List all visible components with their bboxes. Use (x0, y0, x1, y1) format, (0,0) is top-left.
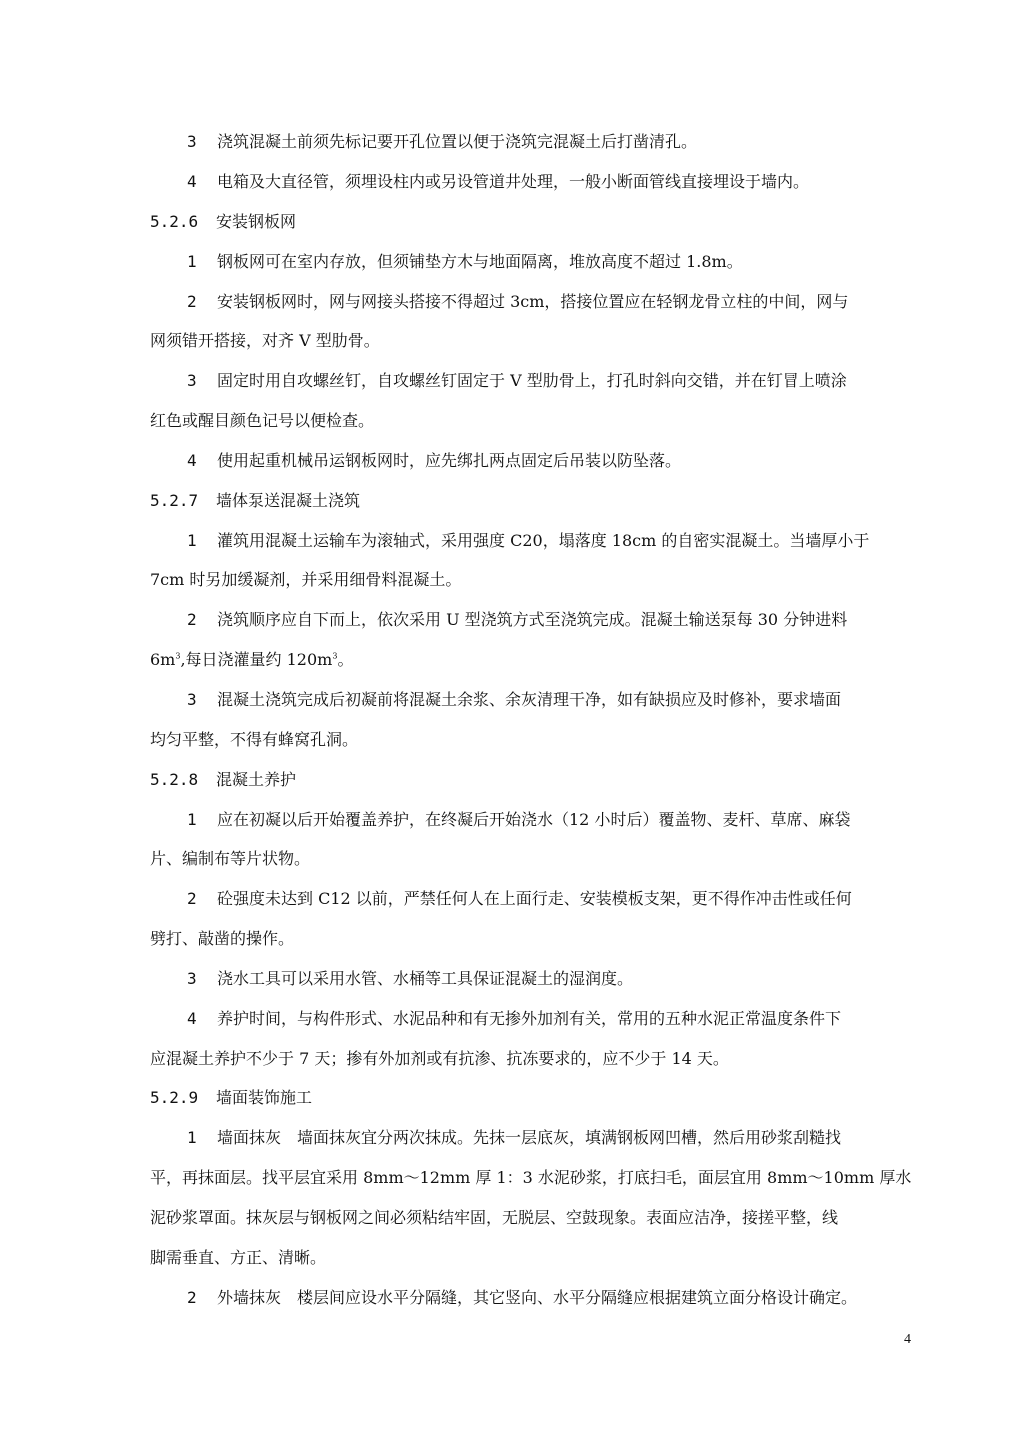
list-item (187, 809, 920, 831)
item-number: 3 (187, 690, 197, 709)
list-item (187, 370, 920, 392)
item-number: 4 (187, 1009, 197, 1028)
item-number: 4 (187, 172, 197, 191)
item-text: 砼强度未达到 C12 以前，严禁任何人在上面行走、安装模板支架，更不得作冲击性或任何 (217, 889, 852, 908)
item-number: 1 (187, 252, 197, 271)
item-number: 3 (187, 969, 197, 988)
superscript: 3 (332, 651, 338, 661)
item-number: 1 (187, 1128, 197, 1147)
item-number: 3 (187, 132, 197, 151)
item-text: 浇水工具可以采用水管、水桶等工具保证混凝土的湿润度。 (217, 969, 634, 988)
section-number: 5.2.8 (150, 770, 199, 789)
item-text: 使用起重机械吊运钢板网时，应先绑扎两点固定后吊装以防坠落。 (217, 451, 682, 470)
item-text: 墙面抹灰 墙面抹灰宜分两次抹成。先抹一层底灰，填满钢板网凹槽，然后用砂浆刮糙找 (217, 1128, 842, 1147)
item-continuation: 片、编制布等片状物。 (150, 849, 311, 868)
superscript: 3 (175, 651, 181, 661)
list-item (187, 171, 920, 193)
section-title: 墙面装饰施工 (216, 1088, 313, 1107)
item-continuation: 劈打、敲凿的操作。 (150, 929, 295, 948)
item-text: 钢板网可在室内存放，但须铺垫方木与地面隔离，堆放高度不超过 1.8m。 (217, 252, 743, 271)
list-item (187, 968, 920, 990)
item-continuation: 泥砂浆罩面。抹灰层与钢板网之间必须粘结牢固，无脱层、空鼓现象。表面应洁净，接搓平整，线 (150, 1208, 839, 1227)
list-item (187, 689, 920, 711)
item-text: 灌筑用混凝土运输车为滚轴式，采用强度 C20，塌落度 18cm 的自密实混凝土。当墙厚小于 (217, 531, 870, 550)
item-number: 2 (187, 889, 197, 908)
list-item (187, 291, 920, 313)
section-heading (150, 211, 920, 233)
item-continuation: 红色或醒目颜色记号以便检查。 (150, 411, 375, 430)
item-text: 安装钢板网时，网与网接头搭接不得超过 3cm，搭接位置应在轻钢龙骨立柱的中间，网与 (217, 292, 849, 311)
item-text: 电箱及大直径管，须埋设柱内或另设管道井处理，一般小断面管线直接埋设于墙内。 (217, 172, 810, 191)
item-number: 2 (187, 610, 197, 629)
list-item (187, 1008, 920, 1030)
section-number: 5.2.7 (150, 491, 199, 510)
item-text: 固定时用自攻螺丝钉，自攻螺丝钉固定于 V 型肋骨上，打孔时斜向交错，并在钉冒上喷涂 (217, 371, 847, 390)
section-number: 5.2.9 (150, 1088, 199, 1107)
list-item (187, 1287, 920, 1309)
list-item (187, 530, 920, 552)
item-text: 浇筑混凝土前须先标记要开孔位置以便于浇筑完混凝土后打凿清孔。 (217, 132, 698, 151)
item-continuation (150, 649, 920, 671)
item-text: 浇筑顺序应自下而上，依次采用 U 型浇筑方式至浇筑完成。混凝土输送泵每 30 分钟进料 (217, 610, 848, 629)
list-item (187, 888, 920, 910)
section-title: 混凝土养护 (216, 770, 297, 789)
section-title: 安装钢板网 (216, 212, 297, 231)
item-continuation: 均匀平整，不得有蜂窝孔洞。 (150, 730, 359, 749)
item-number: 1 (187, 810, 197, 829)
item-text: 外墙抹灰 楼层间应设水平分隔缝，其它竖向、水平分隔缝应根据建筑立面分格设计确定。 (217, 1288, 858, 1307)
page-number: 4 (904, 1332, 911, 1347)
list-item (187, 609, 920, 631)
item-text: 养护时间，与构件形式、水泥品种和有无掺外加剂有关，常用的五种水泥正常温度条件下 (217, 1009, 842, 1028)
item-continuation: 脚需垂直、方正、清晰。 (150, 1248, 327, 1267)
item-number: 3 (187, 371, 197, 390)
item-continuation: 平，再抹面层。找平层宜采用 8mm～12mm 厚 1：3 水泥砂浆，打底扫毛，面层宜用 8mm～10mm 厚水 (150, 1168, 912, 1187)
section-heading (150, 1087, 920, 1109)
volume-value: 6m (150, 650, 176, 669)
section-heading (150, 769, 920, 791)
sentence-end: 。 (337, 650, 354, 669)
item-number: 2 (187, 1288, 197, 1307)
item-continuation: 应混凝土养护不少于 7 天；掺有外加剂或有抗渗、抗冻要求的，应不少于 14 天。 (150, 1049, 729, 1068)
item-continuation: 7cm 时另加缓凝剂，并采用细骨料混凝土。 (150, 570, 462, 589)
list-item (187, 1127, 920, 1149)
item-text: 应在初凝以后开始覆盖养护，在终凝后开始浇水（12 小时后）覆盖物、麦杆、草席、麻袋 (217, 810, 851, 829)
item-number: 1 (187, 531, 197, 550)
list-item (187, 251, 920, 273)
list-item (187, 450, 920, 472)
list-item (187, 131, 920, 153)
section-number: 5.2.6 (150, 212, 199, 231)
section-title: 墙体泵送混凝土浇筑 (216, 491, 361, 510)
item-continuation: 网须错开搭接，对齐 V 型肋骨。 (150, 331, 380, 350)
item-text: 混凝土浇筑完成后初凝前将混凝土余浆、余灰清理干净，如有缺损应及时修补，要求墙面 (217, 690, 842, 709)
item-number: 2 (187, 292, 197, 311)
item-number: 4 (187, 451, 197, 470)
daily-volume-text: ,每日浇灌量约 120m (180, 650, 333, 669)
section-heading (150, 490, 920, 512)
